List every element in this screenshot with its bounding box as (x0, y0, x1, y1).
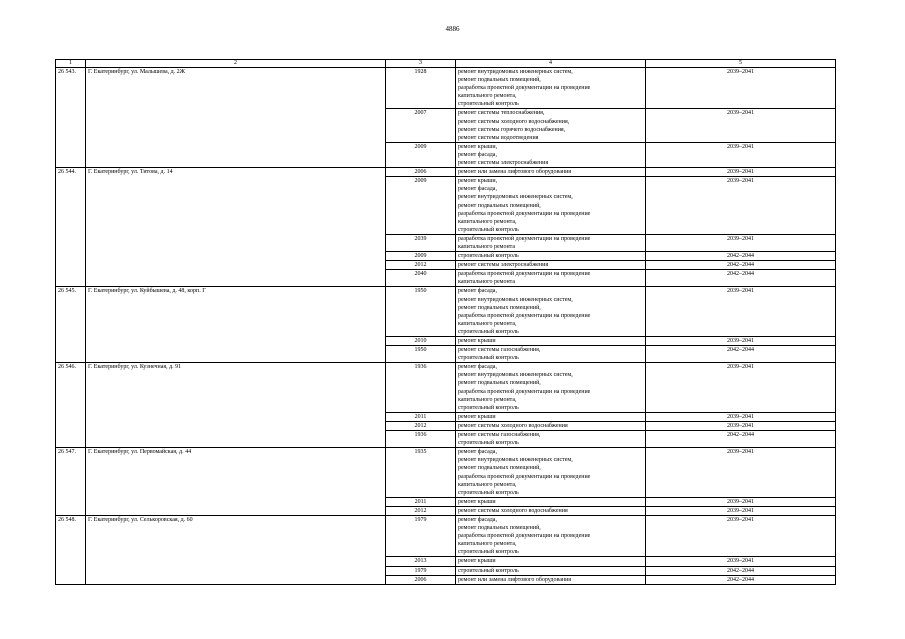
entry-number: 26 544. (56, 168, 86, 287)
work-period: 2039–2041 (646, 421, 836, 430)
work-year: 1936 (386, 363, 456, 413)
work-year: 1935 (386, 448, 456, 498)
entry-address: Г. Екатеринбург, ул. Селькоровская, д. 60 (86, 515, 386, 584)
work-description-line: разработка проектной документации на проведение (458, 235, 591, 242)
entry-number: 26 545. (56, 287, 86, 363)
work-description (456, 109, 646, 142)
header-cell-3: 3 (386, 60, 456, 68)
work-description-line: ремонт внутридомовых инженерных систем, (458, 194, 573, 201)
work-description-line: ремонт системы газоснабжения, (458, 432, 541, 439)
work-period: 2039–2041 (646, 287, 836, 337)
work-period: 2039–2041 (646, 68, 836, 109)
work-year: 2013 (386, 557, 456, 566)
work-year: 2006 (386, 575, 456, 584)
entry-address: Г. Екатеринбург, ул. Куйбышева, д. 48, корп. Г (86, 287, 386, 363)
work-period: 2039–2041 (646, 557, 836, 566)
work-description-line: строительный контроль (458, 355, 519, 362)
work-period: 2042–2044 (646, 261, 836, 270)
entry-address: Г. Екатеринбург, ул. Первомайская, д. 44 (86, 448, 386, 516)
work-description (456, 575, 646, 584)
work-description (456, 566, 646, 575)
work-period: 2039–2041 (646, 337, 836, 346)
work-year: 2009 (386, 252, 456, 261)
work-description-line: ремонт системы теплоснабжения, (458, 110, 545, 117)
work-description-line: ремонт системы электроснабжения (458, 160, 549, 167)
work-description-line: ремонт крыши, (458, 178, 498, 185)
table-row (56, 363, 836, 413)
work-year: 1950 (386, 287, 456, 337)
work-period: 2039–2041 (646, 515, 836, 556)
table-row (56, 515, 836, 556)
work-description-line: ремонт фасада, (458, 186, 497, 193)
work-description (456, 252, 646, 261)
work-description-line: ремонт внутридомовых инженерных систем, (458, 69, 573, 75)
work-description (456, 497, 646, 506)
work-description-line: ремонт системы холодного водоснабжения, (458, 118, 570, 125)
work-description-line: ремонт крыши (458, 413, 496, 420)
entry-address: Г. Екатеринбург, ул. Кузнечная, д. 91 (86, 363, 386, 448)
work-year: 1979 (386, 566, 456, 575)
page-number: 4886 (445, 25, 460, 33)
work-description-line: строительный контроль (458, 549, 519, 556)
work-year: 1928 (386, 68, 456, 109)
work-description (456, 234, 646, 251)
work-description-line: разработка проектной документации на проведение (458, 473, 591, 480)
work-year: 2011 (386, 497, 456, 506)
work-description-line: ремонт внутридомовых инженерных систем, (458, 372, 573, 379)
work-description-line: строительный контроль (458, 101, 519, 108)
work-description-line: ремонт системы холодного водоснабжения (458, 507, 568, 514)
work-description-line: строительный контроль (458, 567, 519, 574)
work-description-line: строительный контроль (458, 440, 519, 447)
work-year: 2009 (386, 142, 456, 167)
work-description (456, 448, 646, 498)
work-description-line: ремонт подвальных помещений, (458, 304, 541, 311)
work-description-line: капитального ремонта, (458, 396, 517, 403)
work-description-line: разработка проектной документации на проведение (458, 388, 591, 395)
table-row (56, 68, 836, 109)
work-description-line: строительный контроль (458, 328, 519, 335)
work-description-line: разработка проектной документации на проведение (458, 312, 591, 319)
work-description-line: ремонт крыши (458, 498, 496, 505)
work-year: 2040 (386, 270, 456, 287)
work-description-line: капитального ремонта, (458, 93, 517, 100)
work-period: 2039–2041 (646, 497, 836, 506)
entry-number: 26 547. (56, 448, 86, 516)
work-description-line: ремонт внутридомовых инженерных систем, (458, 457, 573, 464)
work-description (456, 337, 646, 346)
entry-number: 26 546. (56, 363, 86, 448)
table-row (56, 448, 836, 498)
work-description-line: строительный контроль (458, 404, 519, 411)
header-cell-4: 4 (456, 60, 646, 68)
work-description (456, 363, 646, 413)
work-description-line: капитального ремонта, (458, 320, 517, 327)
entry-number: 26 543. (56, 68, 86, 168)
work-description-line: ремонт фасада, (458, 449, 497, 456)
work-description-line: строительный контроль (458, 226, 519, 233)
work-description-line: строительный контроль (458, 489, 519, 496)
work-description-line: ремонт крыши, (458, 143, 498, 150)
work-description-line: ремонт фасада, (458, 288, 497, 295)
work-description (456, 412, 646, 421)
work-description-line: разработка проектной документации на проведение (458, 210, 591, 217)
work-description-line: ремонт системы водоотведения (458, 134, 539, 141)
work-description-line: ремонт фасада, (458, 516, 497, 523)
header-row (56, 60, 836, 68)
work-description (456, 421, 646, 430)
work-description (456, 287, 646, 337)
work-description (456, 515, 646, 556)
work-period: 2039–2041 (646, 363, 836, 413)
table-body (56, 60, 836, 585)
work-period: 2039–2041 (646, 448, 836, 498)
work-year: 2012 (386, 506, 456, 515)
work-period: 2039–2041 (646, 142, 836, 167)
work-description-line: ремонт подвальных помещений, (458, 380, 541, 387)
work-description (456, 557, 646, 566)
entry-number: 26 548. (56, 515, 86, 584)
work-period: 2042–2044 (646, 575, 836, 584)
work-description-line: ремонт подвальных помещений, (458, 465, 541, 472)
work-period: 2039–2041 (646, 234, 836, 251)
work-description-line: ремонт фасада, (458, 364, 497, 371)
work-period: 2039–2041 (646, 168, 836, 177)
work-description (456, 261, 646, 270)
work-description-line: строительный контроль (458, 253, 519, 260)
header-cell-5: 5 (646, 60, 836, 68)
work-period: 2039–2041 (646, 177, 836, 235)
work-description-line: капитального ремонта, (458, 481, 517, 488)
work-description-line: разработка проектной документации на проведение (458, 271, 591, 278)
work-description-line: капитального ремонта, (458, 218, 517, 225)
work-description-line: капитального ремонта, (458, 541, 517, 548)
work-description (456, 168, 646, 177)
work-year: 1979 (386, 515, 456, 556)
work-period: 2039–2041 (646, 506, 836, 515)
work-description-line: разработка проектной документации на проведение (458, 533, 591, 540)
work-description-line: ремонт внутридомовых инженерных систем, (458, 296, 573, 303)
work-period: 2039–2041 (646, 109, 836, 142)
work-description (456, 506, 646, 515)
work-description (456, 431, 646, 448)
work-description-line: капитального ремонта (458, 279, 516, 286)
work-year: 2010 (386, 337, 456, 346)
entry-address: Г. Екатеринбург, ул. Малышева, д. 2Ж (86, 68, 386, 168)
work-period: 2042–2044 (646, 270, 836, 287)
work-description-line: ремонт системы холодного водоснабжения (458, 422, 568, 429)
work-description-line: ремонт системы электроснабжения (458, 262, 549, 269)
work-description (456, 346, 646, 363)
work-description-line: ремонт или замена лифтового оборудования (458, 169, 572, 176)
work-description-line: ремонт крыши (458, 338, 496, 344)
work-year: 2011 (386, 412, 456, 421)
table-row (56, 168, 836, 177)
work-description (456, 270, 646, 287)
work-year: 1950 (386, 346, 456, 363)
work-description-line: ремонт подвальных помещений, (458, 202, 541, 209)
work-period: 2042–2044 (646, 346, 836, 363)
work-period: 2042–2044 (646, 431, 836, 448)
work-description-line: капитального ремонта (458, 243, 516, 250)
work-year: 2007 (386, 109, 456, 142)
header-cell-1: 1 (56, 60, 86, 68)
work-year: 1936 (386, 431, 456, 448)
work-period: 2042–2044 (646, 566, 836, 575)
work-description-line: ремонт фасада, (458, 151, 497, 158)
work-description-line: ремонт системы газоснабжения, (458, 347, 541, 354)
work-year: 2009 (386, 177, 456, 235)
work-year: 2039 (386, 234, 456, 251)
work-description (456, 68, 646, 109)
work-year: 2006 (386, 168, 456, 177)
work-description-line: ремонт подвальных помещений, (458, 525, 541, 532)
work-description-line: ремонт или замена лифтового оборудования (458, 576, 572, 583)
work-description (456, 177, 646, 235)
work-description-line: ремонт системы горячего водоснабжения, (458, 126, 566, 133)
header-cell-2: 2 (86, 60, 386, 68)
work-period: 2042–2044 (646, 252, 836, 261)
work-year: 2012 (386, 421, 456, 430)
work-description (456, 142, 646, 167)
work-year: 2012 (386, 261, 456, 270)
entry-address: Г. Екатеринбург, ул. Титова, д. 14 (86, 168, 386, 287)
table-row (56, 287, 836, 337)
repair-schedule-table (55, 59, 836, 585)
work-period: 2039–2041 (646, 412, 836, 421)
work-description-line: ремонт подвальных помещений, (458, 77, 541, 84)
work-description-line: ремонт крыши (458, 558, 496, 565)
work-description-line: разработка проектной документации на проведение (458, 85, 591, 92)
